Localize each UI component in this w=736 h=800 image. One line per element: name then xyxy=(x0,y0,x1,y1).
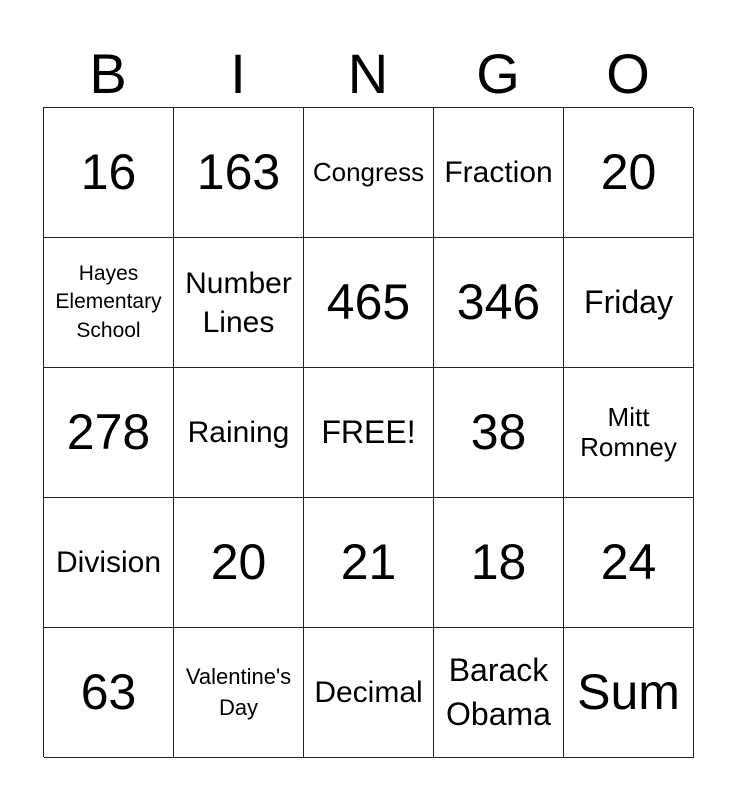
bingo-cell[interactable] xyxy=(564,368,694,498)
cell-text: Raining xyxy=(187,416,290,449)
cell-text: Friday xyxy=(584,284,673,321)
cell-text: Number Lines xyxy=(185,266,292,339)
header-letter-g: G xyxy=(476,42,520,105)
cell-text: 20 xyxy=(600,144,657,200)
bingo-cell[interactable] xyxy=(44,238,174,368)
cell-text: 278 xyxy=(66,404,151,460)
cell-text: Fraction xyxy=(444,156,553,189)
header-letter-i: I xyxy=(230,42,246,105)
bingo-cell[interactable] xyxy=(174,108,304,238)
bingo-cell[interactable] xyxy=(304,108,434,238)
cell-text: Division xyxy=(55,546,162,579)
bingo-cell[interactable] xyxy=(564,628,694,758)
bingo-cell[interactable] xyxy=(304,628,434,758)
cell-text: Congress xyxy=(312,156,425,187)
bingo-cell[interactable] xyxy=(564,238,694,368)
bingo-cell[interactable] xyxy=(44,628,174,758)
bingo-cell[interactable] xyxy=(304,238,434,368)
bingo-cell[interactable] xyxy=(174,238,304,368)
cell-text: 16 xyxy=(80,144,137,200)
cell-text: 18 xyxy=(470,534,527,590)
cell-text: 38 xyxy=(470,404,527,460)
bingo-cell[interactable] xyxy=(44,368,174,498)
cell-text: 24 xyxy=(600,534,657,590)
bingo-cell[interactable] xyxy=(174,628,304,758)
free-space-text: FREE! xyxy=(321,414,416,451)
cell-text: Valentine's Day xyxy=(185,663,292,720)
bingo-cell[interactable] xyxy=(174,368,304,498)
bingo-cell[interactable] xyxy=(564,108,694,238)
bingo-card xyxy=(43,107,693,757)
cell-text: 63 xyxy=(80,664,137,720)
bingo-cell[interactable] xyxy=(434,498,564,628)
bingo-cell[interactable] xyxy=(434,108,564,238)
bingo-cell[interactable] xyxy=(174,498,304,628)
header-letter-b: B xyxy=(89,42,127,105)
cell-text: Decimal xyxy=(314,676,423,709)
cell-text: Mitt Romney xyxy=(580,401,677,462)
bingo-cell[interactable] xyxy=(434,238,564,368)
bingo-cell[interactable] xyxy=(434,368,564,498)
cell-text: Sum xyxy=(577,664,680,720)
bingo-cell[interactable] xyxy=(44,498,174,628)
header-letter-o: O xyxy=(606,42,650,105)
cell-text: 346 xyxy=(456,274,541,330)
bingo-cell[interactable] xyxy=(434,628,564,758)
cell-text: 163 xyxy=(196,144,281,200)
bingo-cell[interactable] xyxy=(564,498,694,628)
bingo-header xyxy=(43,40,693,108)
bingo-cell[interactable] xyxy=(44,108,174,238)
cell-text: 21 xyxy=(340,534,397,590)
cell-text: Barack Obama xyxy=(446,652,551,732)
header-letter-n: N xyxy=(347,42,389,105)
cell-text: 465 xyxy=(326,274,411,330)
cell-text: 20 xyxy=(210,534,267,590)
cell-text: Hayes Elementary School xyxy=(55,261,162,342)
free-space-cell[interactable] xyxy=(304,368,434,498)
bingo-cell[interactable] xyxy=(304,498,434,628)
